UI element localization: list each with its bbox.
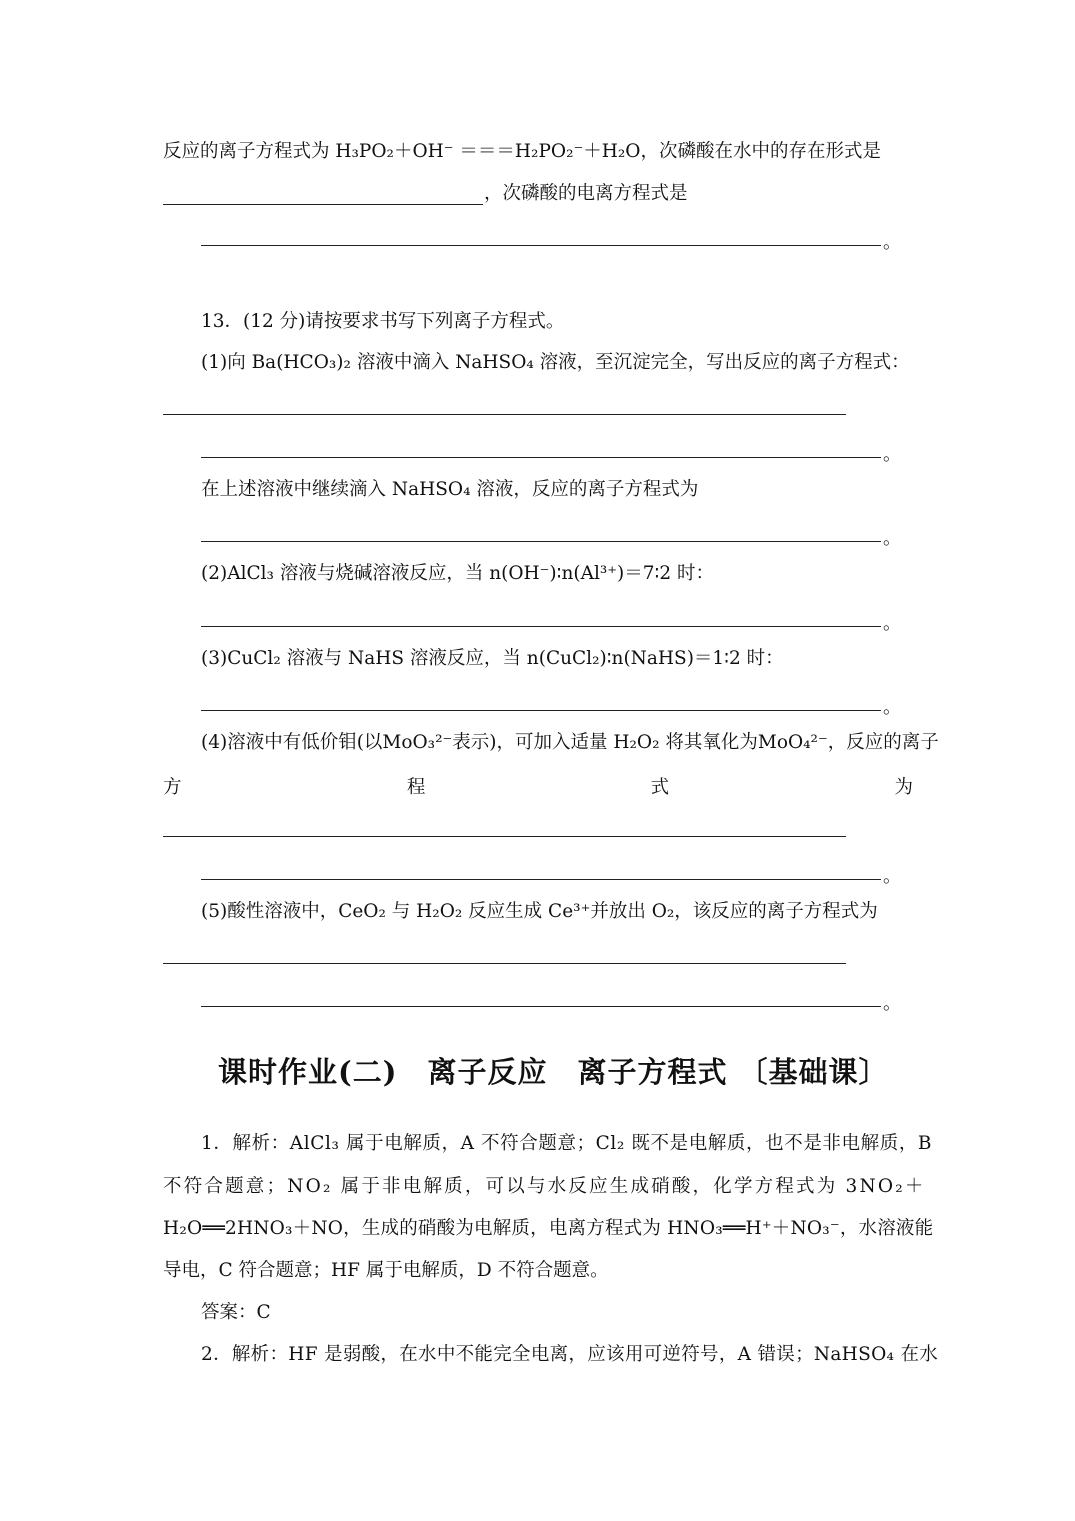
spread-char: 为 <box>894 777 913 798</box>
answer-1-line1: 1．解析：AlCl₃ 属于电解质，A 不符合题意；Cl₂ 既不是电解质，也不是非电解质，B <box>201 1133 933 1154</box>
answer-1-line4: 导电，C 符合题意；HF 属于电解质，D 不符合题意。 <box>163 1260 609 1281</box>
period-mark: 。 <box>883 697 901 718</box>
q13-part5: (5)酸性溶液中，CeO₂ 与 H₂O₂ 反应生成 Ce³⁺并放出 O₂，该反应的离子方程式为 <box>201 901 878 922</box>
q13-part1b: 在上述溶液中继续滴入 NaHSO₄ 溶液，反应的离子方程式为 <box>201 479 699 500</box>
q12-text-line2: ，次磷酸的电离方程式是 <box>484 183 688 204</box>
spread-char: 程 <box>406 777 426 798</box>
answer-1-line3: H₂O══2HNO₃＋NO，生成的硝酸为电解质，电离方程式为 HNO₃══H⁺＋NO₃⁻，水溶液能 <box>163 1218 934 1239</box>
q13-part4-spread <box>163 773 913 799</box>
answer-blank <box>201 541 881 542</box>
answer-blank <box>201 1006 881 1007</box>
period-mark: 。 <box>883 232 901 253</box>
q13-part3: (3)CuCl₂ 溶液与 NaHS 溶液反应，当 n(CuCl₂)∶n(NaHS)＝1∶2 时： <box>201 648 784 669</box>
q13-title: 13．(12 分)请按要求书写下列离子方程式。 <box>201 311 565 332</box>
period-mark: 。 <box>883 993 901 1014</box>
answer-blank <box>201 245 881 246</box>
period-mark: 。 <box>883 613 901 634</box>
answer-blank <box>201 457 881 458</box>
answer-blank <box>201 626 881 627</box>
answer-blank <box>163 414 846 415</box>
answer-1-answer: 答案：C <box>201 1302 271 1323</box>
answer-blank <box>201 879 881 880</box>
period-mark: 。 <box>883 528 901 549</box>
q13-part1: (1)向 Ba(HCO₃)₂ 溶液中滴入 NaHSO₄ 溶液，至沉淀完全，写出反应的离子方程式： <box>201 352 910 373</box>
q13-part4: (4)溶液中有低价钼(以MoO₃²⁻表示)，可加入适量 H₂O₂ 将其氧化为MoO₄²⁻，反应的离子 <box>201 732 939 753</box>
period-mark: 。 <box>883 444 901 465</box>
section-heading: 课时作业(二) 离子反应 离子方程式 〔基础课〕 <box>218 1055 889 1089</box>
q12-text-line1: 反应的离子方程式为 H₃PO₂＋OH⁻ ＝＝＝H₂PO₂⁻＋H₂O，次磷酸在水中的存在形式是 <box>163 141 881 162</box>
q13-part2: (2)AlCl₃ 溶液与烧碱溶液反应，当 n(OH⁻)∶n(Al³⁺)＝7∶2 时： <box>201 563 715 584</box>
answer-blank <box>163 963 846 964</box>
answer-blank <box>163 204 483 205</box>
spread-char: 方 <box>163 777 182 798</box>
answer-2-line1: 2．解析：HF 是弱酸，在水中不能完全电离，应该用可逆符号，A 错误；NaHSO₄ 在水 <box>201 1344 939 1365</box>
period-mark: 。 <box>883 866 901 887</box>
answer-blank <box>163 836 846 837</box>
answer-blank <box>201 710 881 711</box>
spread-char: 式 <box>650 777 670 798</box>
answer-1-line2: 不符合题意；NO₂ 属于非电解质，可以与水反应生成硝酸，化学方程式为 3NO₂＋ <box>163 1176 926 1197</box>
